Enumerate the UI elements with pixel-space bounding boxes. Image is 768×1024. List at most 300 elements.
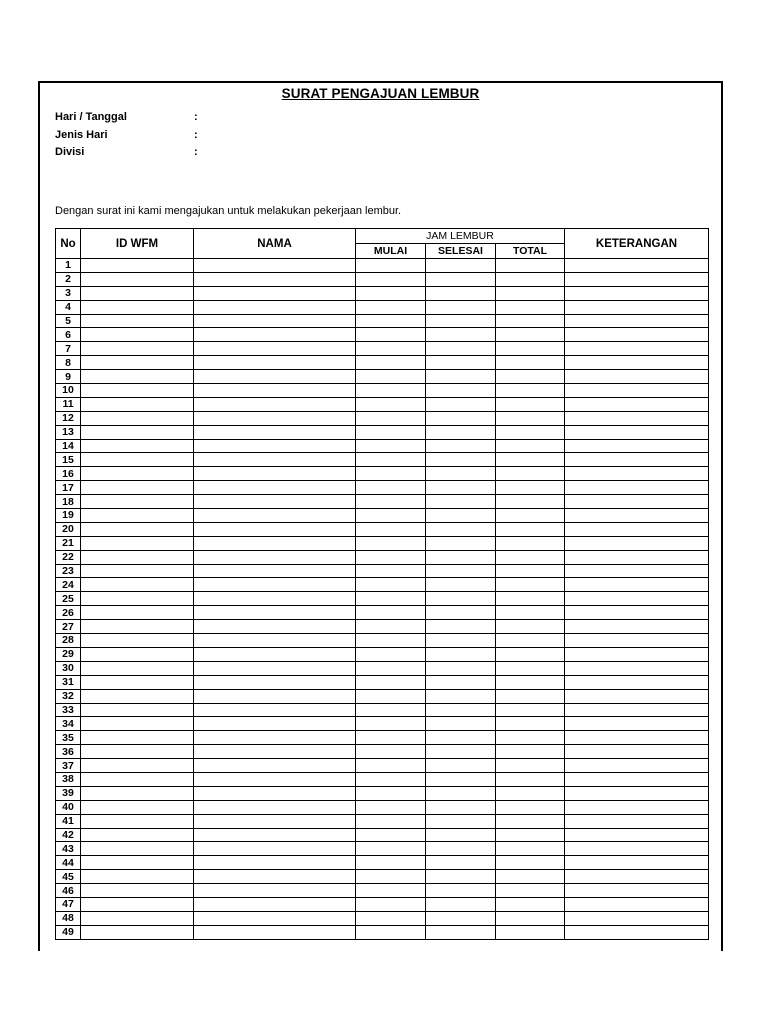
cell-keterangan[interactable] (565, 814, 709, 828)
cell-selesai[interactable] (426, 772, 496, 786)
cell-mulai[interactable] (356, 509, 426, 523)
cell-nama[interactable] (194, 314, 356, 328)
cell-id-wfm[interactable] (81, 897, 194, 911)
cell-selesai[interactable] (426, 689, 496, 703)
cell-nama[interactable] (194, 772, 356, 786)
cell-id-wfm[interactable] (81, 384, 194, 398)
cell-mulai[interactable] (356, 397, 426, 411)
cell-keterangan[interactable] (565, 689, 709, 703)
cell-mulai[interactable] (356, 828, 426, 842)
cell-total[interactable] (496, 439, 565, 453)
cell-total[interactable] (496, 481, 565, 495)
cell-keterangan[interactable] (565, 300, 709, 314)
cell-nama[interactable] (194, 745, 356, 759)
cell-total[interactable] (496, 620, 565, 634)
cell-total[interactable] (496, 689, 565, 703)
cell-mulai[interactable] (356, 342, 426, 356)
cell-mulai[interactable] (356, 620, 426, 634)
cell-total[interactable] (496, 731, 565, 745)
cell-id-wfm[interactable] (81, 259, 194, 273)
cell-mulai[interactable] (356, 550, 426, 564)
cell-mulai[interactable] (356, 800, 426, 814)
cell-id-wfm[interactable] (81, 634, 194, 648)
cell-selesai[interactable] (426, 814, 496, 828)
intro-text: Dengan surat ini kami mengajukan untuk melakukan pekerjaan lembur. (55, 205, 402, 217)
cell-selesai[interactable] (426, 731, 496, 745)
cell-nama[interactable] (194, 634, 356, 648)
cell-keterangan[interactable] (565, 661, 709, 675)
cell-total[interactable] (496, 314, 565, 328)
cell-keterangan[interactable] (565, 620, 709, 634)
cell-selesai[interactable] (426, 467, 496, 481)
cell-selesai[interactable] (426, 481, 496, 495)
cell-nama[interactable] (194, 397, 356, 411)
cell-mulai[interactable] (356, 870, 426, 884)
cell-mulai[interactable] (356, 592, 426, 606)
cell-id-wfm[interactable] (81, 314, 194, 328)
cell-selesai[interactable] (426, 620, 496, 634)
cell-nama[interactable] (194, 411, 356, 425)
cell-mulai[interactable] (356, 564, 426, 578)
cell-total[interactable] (496, 356, 565, 370)
cell-total[interactable] (496, 634, 565, 648)
cell-mulai[interactable] (356, 286, 426, 300)
cell-id-wfm[interactable] (81, 870, 194, 884)
cell-nama[interactable] (194, 856, 356, 870)
cell-total[interactable] (496, 550, 565, 564)
cell-mulai[interactable] (356, 814, 426, 828)
cell-total[interactable] (496, 328, 565, 342)
cell-selesai[interactable] (426, 717, 496, 731)
cell-selesai[interactable] (426, 911, 496, 925)
cell-id-wfm[interactable] (81, 370, 194, 384)
cell-id-wfm[interactable] (81, 759, 194, 773)
cell-mulai[interactable] (356, 439, 426, 453)
cell-total[interactable] (496, 564, 565, 578)
cell-total[interactable] (496, 842, 565, 856)
cell-id-wfm[interactable] (81, 578, 194, 592)
cell-keterangan[interactable] (565, 370, 709, 384)
cell-mulai[interactable] (356, 842, 426, 856)
cell-total[interactable] (496, 467, 565, 481)
cell-total[interactable] (496, 661, 565, 675)
cell-mulai[interactable] (356, 606, 426, 620)
cell-mulai[interactable] (356, 425, 426, 439)
cell-nama[interactable] (194, 550, 356, 564)
cell-nama[interactable] (194, 300, 356, 314)
cell-total[interactable] (496, 911, 565, 925)
cell-selesai[interactable] (426, 425, 496, 439)
cell-nama[interactable] (194, 703, 356, 717)
cell-keterangan[interactable] (565, 342, 709, 356)
cell-selesai[interactable] (426, 370, 496, 384)
cell-mulai[interactable] (356, 689, 426, 703)
cell-nama[interactable] (194, 286, 356, 300)
cell-mulai[interactable] (356, 384, 426, 398)
cell-nama[interactable] (194, 384, 356, 398)
cell-nama[interactable] (194, 259, 356, 273)
cell-total[interactable] (496, 300, 565, 314)
cell-nama[interactable] (194, 606, 356, 620)
cell-selesai[interactable] (426, 897, 496, 911)
cell-mulai[interactable] (356, 675, 426, 689)
cell-mulai[interactable] (356, 717, 426, 731)
cell-selesai[interactable] (426, 634, 496, 648)
cell-selesai[interactable] (426, 522, 496, 536)
cell-selesai[interactable] (426, 675, 496, 689)
cell-nama[interactable] (194, 342, 356, 356)
cell-id-wfm[interactable] (81, 925, 194, 939)
cell-keterangan[interactable] (565, 314, 709, 328)
cell-keterangan[interactable] (565, 453, 709, 467)
cell-keterangan[interactable] (565, 842, 709, 856)
cell-keterangan[interactable] (565, 772, 709, 786)
cell-nama[interactable] (194, 661, 356, 675)
cell-total[interactable] (496, 342, 565, 356)
cell-id-wfm[interactable] (81, 828, 194, 842)
cell-nama[interactable] (194, 759, 356, 773)
table-row (56, 467, 709, 481)
cell-total[interactable] (496, 522, 565, 536)
cell-id-wfm[interactable] (81, 522, 194, 536)
cell-mulai[interactable] (356, 536, 426, 550)
cell-total[interactable] (496, 814, 565, 828)
cell-id-wfm[interactable] (81, 564, 194, 578)
cell-id-wfm[interactable] (81, 397, 194, 411)
cell-id-wfm[interactable] (81, 731, 194, 745)
cell-id-wfm[interactable] (81, 772, 194, 786)
cell-id-wfm[interactable] (81, 814, 194, 828)
cell-selesai[interactable] (426, 578, 496, 592)
cell-mulai[interactable] (356, 411, 426, 425)
cell-nama[interactable] (194, 481, 356, 495)
cell-mulai[interactable] (356, 314, 426, 328)
cell-total[interactable] (496, 411, 565, 425)
cell-mulai[interactable] (356, 300, 426, 314)
cell-selesai[interactable] (426, 842, 496, 856)
cell-nama[interactable] (194, 592, 356, 606)
cell-keterangan[interactable] (565, 522, 709, 536)
cell-keterangan[interactable] (565, 495, 709, 509)
cell-mulai[interactable] (356, 522, 426, 536)
cell-selesai[interactable] (426, 786, 496, 800)
cell-id-wfm[interactable] (81, 703, 194, 717)
cell-total[interactable] (496, 703, 565, 717)
cell-selesai[interactable] (426, 286, 496, 300)
cell-id-wfm[interactable] (81, 509, 194, 523)
cell-id-wfm[interactable] (81, 647, 194, 661)
cell-nama[interactable] (194, 897, 356, 911)
cell-mulai[interactable] (356, 467, 426, 481)
cell-nama[interactable] (194, 536, 356, 550)
cell-mulai[interactable] (356, 356, 426, 370)
cell-id-wfm[interactable] (81, 550, 194, 564)
cell-nama[interactable] (194, 509, 356, 523)
cell-id-wfm[interactable] (81, 467, 194, 481)
cell-mulai[interactable] (356, 925, 426, 939)
cell-mulai[interactable] (356, 328, 426, 342)
cell-keterangan[interactable] (565, 856, 709, 870)
cell-nama[interactable] (194, 272, 356, 286)
cell-total[interactable] (496, 759, 565, 773)
cell-keterangan[interactable] (565, 411, 709, 425)
cell-total[interactable] (496, 675, 565, 689)
cell-nama[interactable] (194, 453, 356, 467)
cell-id-wfm[interactable] (81, 800, 194, 814)
cell-nama[interactable] (194, 911, 356, 925)
cell-keterangan[interactable] (565, 647, 709, 661)
cell-selesai[interactable] (426, 300, 496, 314)
cell-total[interactable] (496, 425, 565, 439)
field-colon: : (194, 111, 198, 123)
cell-keterangan[interactable] (565, 536, 709, 550)
cell-total[interactable] (496, 509, 565, 523)
cell-total[interactable] (496, 647, 565, 661)
cell-total[interactable] (496, 828, 565, 842)
cell-selesai[interactable] (426, 745, 496, 759)
cell-selesai[interactable] (426, 606, 496, 620)
cell-selesai[interactable] (426, 384, 496, 398)
cell-keterangan[interactable] (565, 439, 709, 453)
cell-nama[interactable] (194, 495, 356, 509)
cell-nama[interactable] (194, 675, 356, 689)
cell-total[interactable] (496, 259, 565, 273)
cell-selesai[interactable] (426, 884, 496, 898)
cell-id-wfm[interactable] (81, 495, 194, 509)
cell-selesai[interactable] (426, 703, 496, 717)
cell-selesai[interactable] (426, 564, 496, 578)
cell-keterangan[interactable] (565, 606, 709, 620)
cell-id-wfm[interactable] (81, 356, 194, 370)
cell-keterangan[interactable] (565, 467, 709, 481)
cell-nama[interactable] (194, 800, 356, 814)
cell-id-wfm[interactable] (81, 842, 194, 856)
cell-mulai[interactable] (356, 731, 426, 745)
cell-mulai[interactable] (356, 634, 426, 648)
cell-id-wfm[interactable] (81, 592, 194, 606)
cell-keterangan[interactable] (565, 634, 709, 648)
cell-id-wfm[interactable] (81, 786, 194, 800)
cell-total[interactable] (496, 606, 565, 620)
cell-id-wfm[interactable] (81, 439, 194, 453)
cell-selesai[interactable] (426, 453, 496, 467)
cell-mulai[interactable] (356, 453, 426, 467)
cell-total[interactable] (496, 772, 565, 786)
cell-keterangan[interactable] (565, 800, 709, 814)
cell-mulai[interactable] (356, 272, 426, 286)
cell-total[interactable] (496, 592, 565, 606)
cell-nama[interactable] (194, 884, 356, 898)
cell-id-wfm[interactable] (81, 342, 194, 356)
cell-id-wfm[interactable] (81, 286, 194, 300)
cell-id-wfm[interactable] (81, 606, 194, 620)
cell-mulai[interactable] (356, 745, 426, 759)
cell-keterangan[interactable] (565, 703, 709, 717)
cell-id-wfm[interactable] (81, 536, 194, 550)
cell-keterangan[interactable] (565, 564, 709, 578)
cell-mulai[interactable] (356, 897, 426, 911)
cell-id-wfm[interactable] (81, 689, 194, 703)
cell-nama[interactable] (194, 439, 356, 453)
cell-keterangan[interactable] (565, 731, 709, 745)
cell-selesai[interactable] (426, 759, 496, 773)
cell-keterangan[interactable] (565, 870, 709, 884)
cell-nama[interactable] (194, 842, 356, 856)
cell-keterangan[interactable] (565, 356, 709, 370)
cell-total[interactable] (496, 717, 565, 731)
cell-selesai[interactable] (426, 328, 496, 342)
cell-id-wfm[interactable] (81, 661, 194, 675)
cell-id-wfm[interactable] (81, 717, 194, 731)
cell-selesai[interactable] (426, 259, 496, 273)
cell-id-wfm[interactable] (81, 481, 194, 495)
cell-nama[interactable] (194, 689, 356, 703)
cell-mulai[interactable] (356, 703, 426, 717)
cell-id-wfm[interactable] (81, 425, 194, 439)
cell-mulai[interactable] (356, 647, 426, 661)
cell-id-wfm[interactable] (81, 856, 194, 870)
cell-selesai[interactable] (426, 439, 496, 453)
cell-total[interactable] (496, 870, 565, 884)
cell-nama[interactable] (194, 328, 356, 342)
cell-id-wfm[interactable] (81, 884, 194, 898)
cell-mulai[interactable] (356, 759, 426, 773)
cell-keterangan[interactable] (565, 675, 709, 689)
cell-mulai[interactable] (356, 495, 426, 509)
cell-total[interactable] (496, 286, 565, 300)
cell-nama[interactable] (194, 370, 356, 384)
cell-mulai[interactable] (356, 661, 426, 675)
cell-nama[interactable] (194, 814, 356, 828)
cell-selesai[interactable] (426, 342, 496, 356)
cell-selesai[interactable] (426, 856, 496, 870)
cell-nama[interactable] (194, 356, 356, 370)
cell-keterangan[interactable] (565, 578, 709, 592)
cell-total[interactable] (496, 897, 565, 911)
cell-mulai[interactable] (356, 856, 426, 870)
cell-keterangan[interactable] (565, 481, 709, 495)
cell-selesai[interactable] (426, 870, 496, 884)
cell-id-wfm[interactable] (81, 300, 194, 314)
cell-id-wfm[interactable] (81, 453, 194, 467)
cell-selesai[interactable] (426, 828, 496, 842)
cell-total[interactable] (496, 272, 565, 286)
cell-keterangan[interactable] (565, 328, 709, 342)
cell-keterangan[interactable] (565, 550, 709, 564)
cell-mulai[interactable] (356, 259, 426, 273)
cell-mulai[interactable] (356, 481, 426, 495)
cell-mulai[interactable] (356, 370, 426, 384)
cell-nama[interactable] (194, 647, 356, 661)
cell-keterangan[interactable] (565, 897, 709, 911)
cell-total[interactable] (496, 925, 565, 939)
cell-keterangan[interactable] (565, 925, 709, 939)
cell-selesai[interactable] (426, 314, 496, 328)
cell-mulai[interactable] (356, 772, 426, 786)
cell-selesai[interactable] (426, 550, 496, 564)
cell-nama[interactable] (194, 620, 356, 634)
cell-nama[interactable] (194, 925, 356, 939)
cell-id-wfm[interactable] (81, 675, 194, 689)
cell-id-wfm[interactable] (81, 911, 194, 925)
cell-keterangan[interactable] (565, 759, 709, 773)
cell-mulai[interactable] (356, 578, 426, 592)
cell-total[interactable] (496, 397, 565, 411)
cell-nama[interactable] (194, 731, 356, 745)
cell-selesai[interactable] (426, 800, 496, 814)
cell-total[interactable] (496, 745, 565, 759)
cell-no: 15 (56, 453, 81, 467)
cell-nama[interactable] (194, 522, 356, 536)
cell-total[interactable] (496, 578, 565, 592)
cell-keterangan[interactable] (565, 425, 709, 439)
cell-keterangan[interactable] (565, 828, 709, 842)
cell-nama[interactable] (194, 578, 356, 592)
cell-selesai[interactable] (426, 509, 496, 523)
cell-mulai[interactable] (356, 786, 426, 800)
cell-total[interactable] (496, 495, 565, 509)
cell-selesai[interactable] (426, 536, 496, 550)
cell-selesai[interactable] (426, 356, 496, 370)
cell-total[interactable] (496, 370, 565, 384)
cell-keterangan[interactable] (565, 384, 709, 398)
cell-nama[interactable] (194, 717, 356, 731)
cell-id-wfm[interactable] (81, 745, 194, 759)
cell-mulai[interactable] (356, 884, 426, 898)
cell-total[interactable] (496, 884, 565, 898)
cell-total[interactable] (496, 536, 565, 550)
cell-selesai[interactable] (426, 661, 496, 675)
cell-keterangan[interactable] (565, 884, 709, 898)
cell-mulai[interactable] (356, 911, 426, 925)
cell-nama[interactable] (194, 870, 356, 884)
cell-selesai[interactable] (426, 272, 496, 286)
cell-total[interactable] (496, 786, 565, 800)
cell-keterangan[interactable] (565, 509, 709, 523)
cell-selesai[interactable] (426, 647, 496, 661)
cell-selesai[interactable] (426, 592, 496, 606)
cell-id-wfm[interactable] (81, 328, 194, 342)
cell-keterangan[interactable] (565, 717, 709, 731)
cell-id-wfm[interactable] (81, 620, 194, 634)
cell-id-wfm[interactable] (81, 272, 194, 286)
cell-keterangan[interactable] (565, 397, 709, 411)
cell-nama[interactable] (194, 786, 356, 800)
cell-keterangan[interactable] (565, 745, 709, 759)
form-frame (38, 81, 723, 951)
cell-selesai[interactable] (426, 495, 496, 509)
cell-keterangan[interactable] (565, 592, 709, 606)
cell-keterangan[interactable] (565, 786, 709, 800)
cell-nama[interactable] (194, 828, 356, 842)
cell-total[interactable] (496, 384, 565, 398)
cell-nama[interactable] (194, 425, 356, 439)
cell-selesai[interactable] (426, 397, 496, 411)
cell-total[interactable] (496, 856, 565, 870)
cell-keterangan[interactable] (565, 911, 709, 925)
cell-total[interactable] (496, 800, 565, 814)
cell-selesai[interactable] (426, 411, 496, 425)
cell-keterangan[interactable] (565, 272, 709, 286)
cell-total[interactable] (496, 453, 565, 467)
cell-id-wfm[interactable] (81, 411, 194, 425)
cell-keterangan[interactable] (565, 286, 709, 300)
cell-keterangan[interactable] (565, 259, 709, 273)
cell-nama[interactable] (194, 564, 356, 578)
table-row (56, 897, 709, 911)
cell-nama[interactable] (194, 467, 356, 481)
cell-selesai[interactable] (426, 925, 496, 939)
